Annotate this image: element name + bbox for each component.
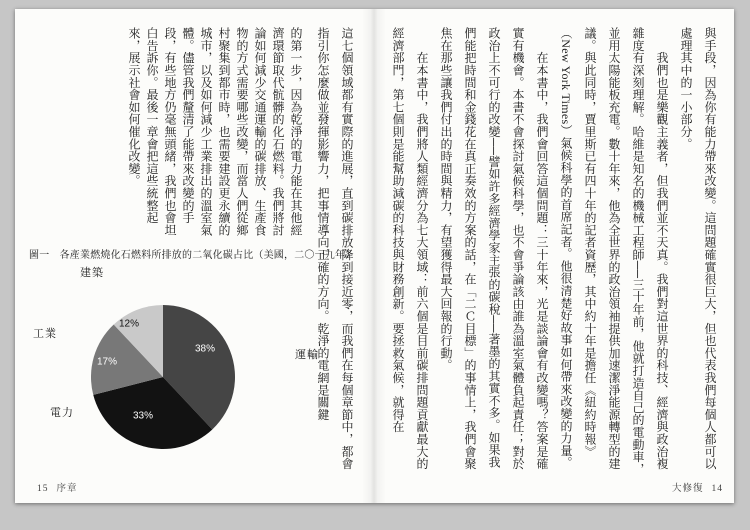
footer-left	[37, 480, 78, 494]
paragraph: 在本書中，我們將人類經濟分為七大領域：前六個是目前碳排問題貢獻最大的經濟部門，第七個則是能幫助減碳的科技與財務創新。要拯救氣候，就得在	[391, 27, 429, 470]
book-title: 大修復	[671, 484, 704, 494]
pie-percent-label: 12%	[118, 318, 140, 330]
page-number-right: 14	[711, 484, 723, 494]
figure-caption: 圖一 各產業燃燒化石燃料所排放的二氧化碳占比（美國，二〇一九年）	[29, 250, 356, 261]
right-page-text	[380, 27, 722, 479]
pie-category-label: 電力	[50, 406, 74, 419]
paragraph: 我們也是樂觀主義者，但我們並不天真。我們對這世界的科技、經濟與政治複雜度有深刻理解。哈維是知名的機械工程師──三十年前，他就打造自己的電動車，並用太陽能板充電。數十年來，他為全世界的政治領袖提供加速潔淨能源轉型的建議。與此同時，賈里斯已有四十年的記者資歷，其中約十年是擔任《紐約時報》（New York Times）氣候科學的首席記者。他很清楚好故事如何帶來改變的力量。	[559, 27, 669, 476]
pie-category-label: 建築	[80, 266, 104, 279]
page-left	[15, 9, 374, 503]
pie-category-label: 工業	[33, 327, 57, 340]
footer-right	[672, 480, 723, 494]
pie-percent-label: 17%	[96, 356, 118, 368]
left-page-text-full: 這七個領域都有實際的進展，直到碳排放降到接近零，而我們在每個章節中，都會指引你怎麼做並發揮影響力，把事情導向正確的方向。乾淨的電網是關鍵	[316, 27, 354, 470]
pie-category-label: 運輸	[295, 348, 319, 361]
pie-percent-label: 33%	[132, 410, 154, 422]
figure-block	[29, 249, 355, 497]
pie-chart	[29, 265, 341, 493]
section-title: 序章	[56, 484, 78, 494]
page-right	[375, 9, 734, 503]
paragraph: 與手段，因為你有能力帶來改變。這問題確實很巨大，但也代表我們每個人都可以處理其中的一小部分。	[679, 27, 717, 470]
left-page-text-short: 的第一步，因為乾淨的電力能在其他經濟環節取代骯髒的化石燃料。我們將討論如何減少交通運輸的碳排放、生產食物的方式需要哪些改變，而當人們從鄉村聚集到都市時，也需要建設更永續的城市，以及如何減少工業排出的溫室氣體。儘管我們釐清了能帶來改變的手段，有些地方仍毫無頭緒，我們也會坦白告訴你。最後一章會把這些統整起來，展示社會如何催化改變。	[127, 27, 303, 237]
book-spread	[15, 9, 734, 503]
pie-percent-label: 38%	[194, 343, 216, 355]
paragraph: 在本書中，我們會回答這個問題：三十年來，光是談論會有改變嗎？答案是確實有機會。本書不會探討氣候科學，也不會爭論該由誰為溫室氣體負起責任；對於政治上不可行的改變──譬如許多經濟學家主張的碳稅──著墨的其實不多。如果我們能把時間和金錢花在真正奏效的方案的話，在「二Ｃ目標」的事情上，我們會聚焦在那些讓我們付出的時間與精力，有望獲得最大回報的行動。	[439, 27, 549, 470]
page-number-left: 15	[37, 484, 49, 494]
